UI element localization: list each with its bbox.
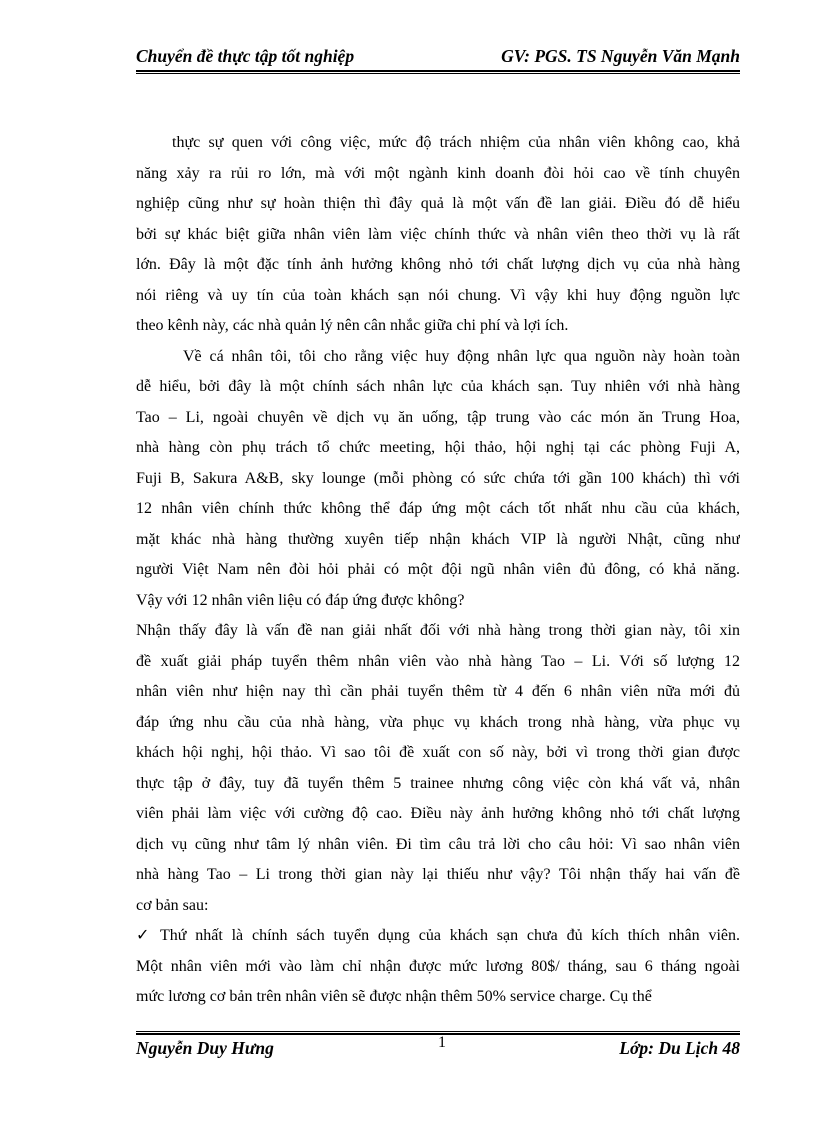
line-text: bởi sự khác biệt giữa nhân viên làm việc chính thức và nhân viên theo thời vụ là rất [136, 225, 740, 243]
text-line [136, 314, 740, 345]
text-line [136, 741, 740, 772]
text-line [136, 162, 740, 193]
line-text: dịch vụ cũng như tâm lý nhân viên. Đi tìm câu trả lời cho câu hỏi: Vì sao nhân viên [136, 835, 740, 853]
text-line [136, 497, 740, 528]
header-title: Chuyển đề thực tập tốt nghiệp [136, 46, 355, 66]
header-rule [136, 70, 740, 74]
line-text: viên phải làm việc với cường độ cao. Điều này ảnh hưởng không nhỏ tới chất lượng [136, 805, 740, 822]
line-text: mặt khác nhà hàng thường xuyên tiếp nhận khách VIP là người Nhật, cũng như [136, 530, 740, 548]
line-text: theo kênh này, các nhà quản lý nên cân nhắc giữa chi phí và lợi ích. [136, 317, 569, 334]
line-text: nhân viên như hiện nay thì cần phải tuyển thêm từ 4 đến 6 nhân viên nữa mới đủ [136, 683, 740, 700]
line-text: thực tập ở đây, tuy đã tuyển thêm 5 trainee nhưng công việc còn khá vất vả, nhân [136, 774, 740, 792]
line-text: nhà hàng Tao – Li trong thời gian này lại thiếu như vậy? Tôi nhận thấy hai vấn đề [136, 866, 740, 883]
line-text: 12 nhân viên chính thức không thể đáp ứng một cách tốt nhất nhu cầu của khách, [136, 500, 740, 517]
line-text: nhà hàng còn phụ trách tổ chức meeting, hội thảo, hội nghị tại các phòng Fuji A, [136, 439, 740, 456]
line-text: Một nhân viên mới vào làm chỉ nhận được mức lương 80$/ tháng, sau 6 tháng ngoài [136, 957, 740, 975]
text-line [136, 894, 740, 925]
line-text: Về cá nhân tôi, tôi cho rằng việc huy động nhân lực qua nguồn này hoàn toàn [183, 347, 740, 365]
text-line [136, 436, 740, 467]
line-text: đề xuất giải pháp tuyển thêm nhân viên vào nhà hàng Tao – Li. Với số lượng 12 [136, 652, 740, 670]
line-text: nói riêng và uy tín của toàn khách sạn nói chung. Vì vậy khi huy động nguồn lực [136, 286, 740, 304]
footer-class: Lớp: Du Lịch 48 [619, 1038, 740, 1058]
line-text: lớn. Đây là một đặc tính ảnh hưởng không nhỏ tới chất lượng dịch vụ của nhà hàng [136, 256, 740, 273]
line-text: thực sự quen với công việc, mức độ trách nhiệm của nhân viên không cao, khả [172, 134, 740, 151]
text-line [136, 284, 740, 315]
line-text: Nhận thấy đây là vấn đề nan giải nhất đối với nhà hàng trong thời gian này, tôi xin [136, 622, 740, 639]
footer-author: Nguyễn Duy Hưng [136, 1038, 274, 1058]
text-line [136, 345, 740, 376]
text-line [136, 223, 740, 254]
header-advisor: GV: PGS. TS Nguyễn Văn Mạnh [501, 46, 740, 66]
page-number: 1 [438, 1034, 446, 1051]
text-line [136, 192, 740, 223]
text-line [136, 772, 740, 803]
text-line [136, 833, 740, 864]
text-line [136, 680, 740, 711]
text-line [136, 589, 740, 620]
text-line [136, 528, 740, 559]
text-line [136, 619, 740, 650]
text-line [136, 467, 740, 498]
text-line [136, 924, 740, 955]
page-header [136, 46, 740, 68]
line-text: Thứ nhất là chính sách tuyển dụng của khách sạn chưa đủ kích thích nhân viên. [160, 927, 740, 944]
line-text: cơ bản sau: [136, 896, 209, 914]
text-line [136, 985, 740, 1016]
line-text: dễ hiểu, bởi đây là một chính sách nhân lực của khách sạn. Tuy nhiên với nhà hàng [136, 378, 740, 395]
text-line [136, 253, 740, 284]
text-line [136, 802, 740, 833]
text-line [136, 131, 740, 162]
text-line [136, 375, 740, 406]
line-text: Vậy với 12 nhân viên liệu có đáp ứng được không? [136, 591, 465, 609]
line-text: mức lương cơ bản trên nhân viên sẽ được nhận thêm 50% service charge. Cụ thể [136, 988, 652, 1005]
checkmark-bullet-icon: ✓ [136, 927, 150, 944]
text-line [136, 650, 740, 681]
line-text: đáp ứng nhu cầu của nhà hàng, vừa phục vụ khách trong nhà hàng, vừa phục vụ [136, 713, 740, 731]
document-body [136, 131, 740, 1016]
text-line [136, 711, 740, 742]
line-text: Tao – Li, ngoài chuyên về dịch vụ ăn uống, tập trung vào các món ăn Trung Hoa, [136, 408, 740, 426]
line-text: khách hội nghị, hội thảo. Vì sao tôi đề xuất con số này, bởi vì trong thời gian được [136, 744, 740, 761]
line-text: người Việt Nam nên đòi hỏi phải có một đội ngũ nhân viên đủ đông, có khả năng. [136, 561, 740, 578]
text-line [136, 955, 740, 986]
line-text: năng xảy ra rủi ro lớn, mà với một ngành kinh doanh đòi hỏi cao về tính chuyên [136, 164, 740, 182]
text-line [136, 406, 740, 437]
text-line [136, 863, 740, 894]
line-text: Fuji B, Sakura A&B, sky lounge (mỗi phòng có sức chứa tới gần 100 khách) thì với [136, 469, 740, 487]
line-text: nghiệp cũng như sự hoàn thiện thì đây quả là một vấn đề lan giải. Điều đó dễ hiểu [136, 195, 740, 212]
text-line [136, 558, 740, 589]
